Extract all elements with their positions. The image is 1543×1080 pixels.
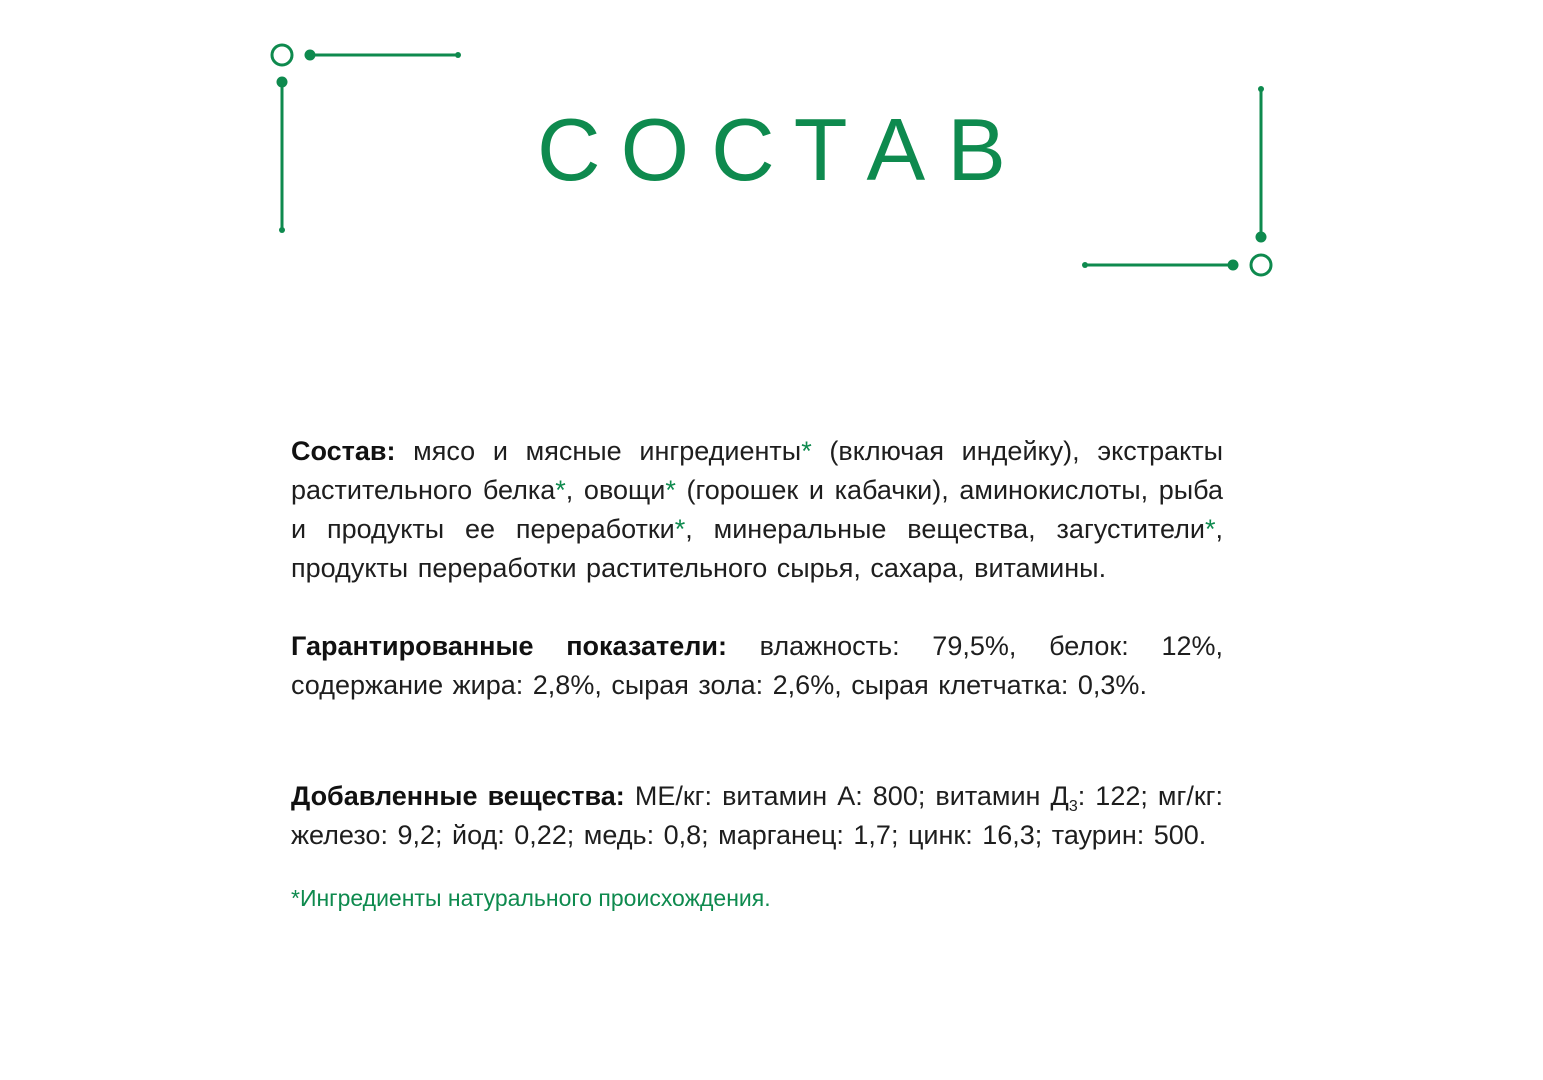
ring-icon	[1251, 255, 1271, 275]
dot-icon	[279, 227, 285, 233]
natural-origin-marker: *	[801, 436, 812, 466]
additives-text: : 122; мг/кг: железо: 9,2; йод: 0,22; медь: 0,8; марганец: 1,7; цинк: 16,3; таурин: 500.	[291, 781, 1224, 850]
additives-text: МЕ/кг: витамин А: 800; витамин Д	[624, 781, 1069, 811]
composition-text: мясо и мясные ингредиенты	[395, 436, 802, 466]
additives-label: Добавленные вещества:	[291, 781, 625, 811]
ingredients-panel	[291, 432, 1223, 913]
page-title: СОСТАВ	[537, 100, 1028, 199]
natural-origin-marker: *	[555, 475, 566, 505]
footnote: *Ингредиенты натурального происхождения.	[291, 885, 771, 911]
guaranteed-text: влажность: 79,5%, белок: 12%, содержание жира: 2,8%, сырая зола: 2,6%, сырая клетчатка: 0,3%.	[291, 631, 1223, 700]
composition-text: , продукты переработки растительного сырья, сахара, витамины.	[291, 514, 1223, 583]
composition-text: (горошек и кабачки), аминокислоты, рыба и продукты ее переработки	[291, 475, 1224, 544]
composition-text: (включая индейку), экстракты растительного белка	[291, 436, 1224, 505]
subscript-index: 3	[1068, 798, 1078, 815]
dot-icon	[1228, 260, 1239, 271]
guaranteed-analysis-paragraph	[291, 627, 1223, 705]
composition-label: Состав:	[291, 436, 396, 466]
dot-icon	[1256, 232, 1267, 243]
natural-origin-marker: *	[665, 475, 676, 505]
dot-icon	[455, 52, 461, 58]
ring-icon	[272, 45, 292, 65]
natural-origin-marker: *	[1204, 514, 1216, 544]
guaranteed-label: Гарантированные показатели:	[291, 631, 727, 661]
natural-origin-marker: *	[674, 514, 686, 544]
composition-text: , минеральные вещества, загустители	[685, 514, 1205, 544]
additives-paragraph	[291, 777, 1223, 855]
composition-text: , овощи	[565, 475, 666, 505]
composition-paragraph	[291, 432, 1223, 588]
